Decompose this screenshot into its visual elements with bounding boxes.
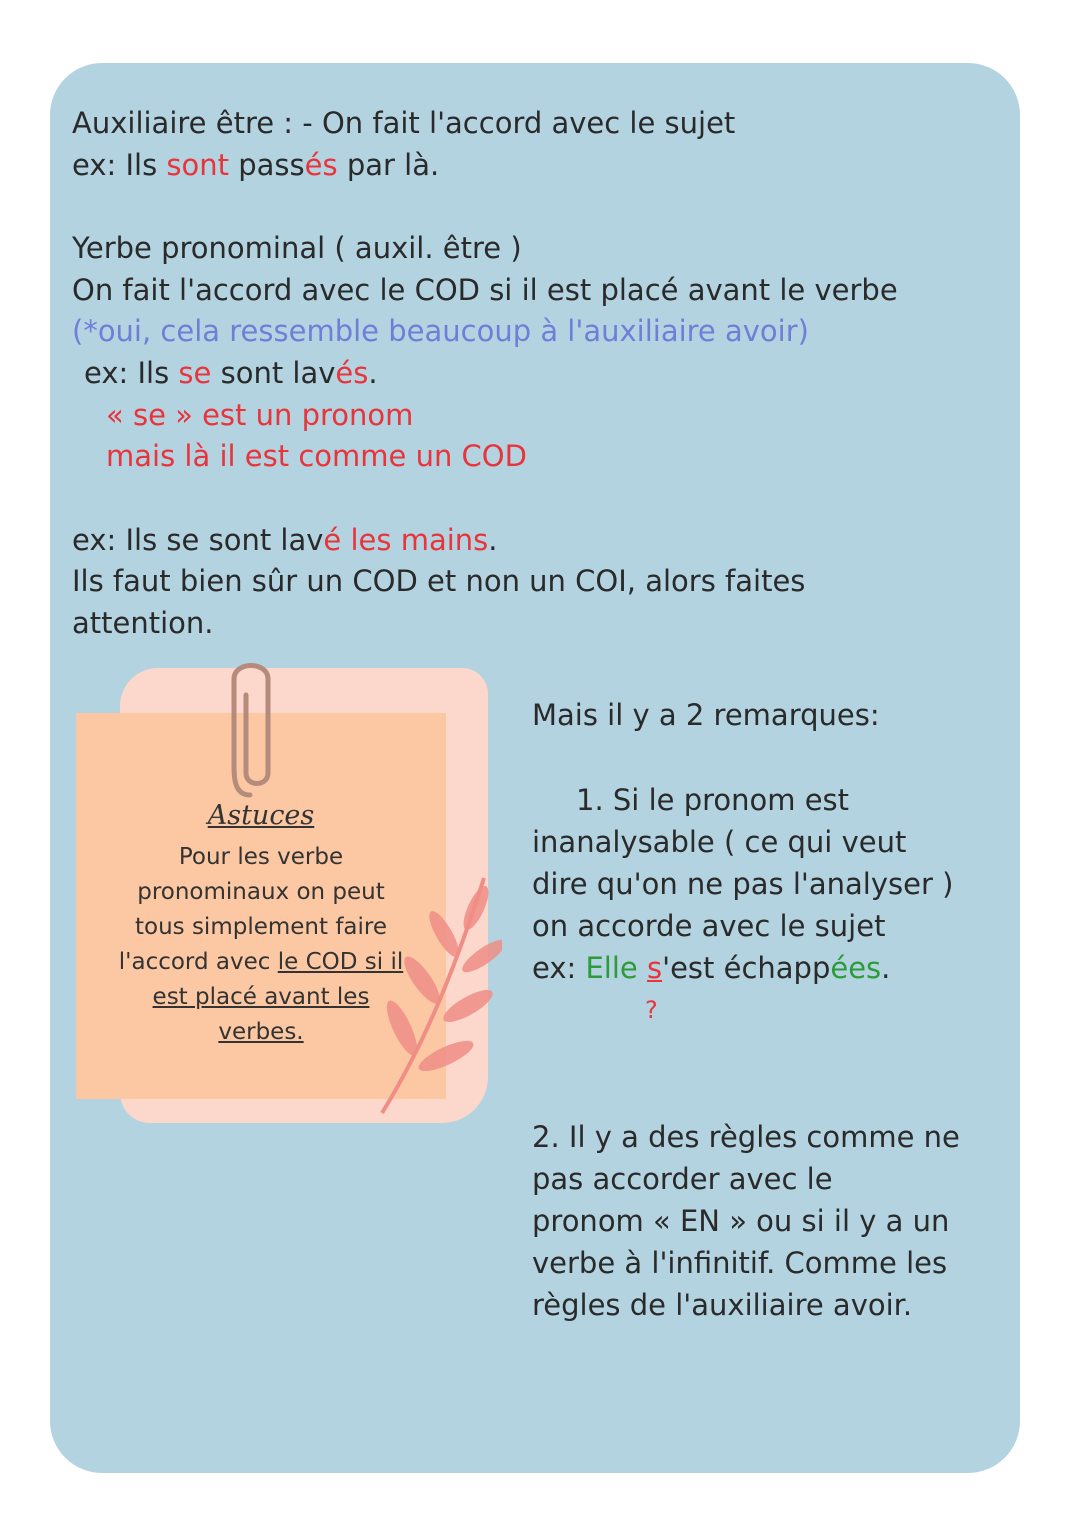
example-text: pass	[229, 148, 305, 182]
remarque-2: verbe à l'infinitif. Comme les	[532, 1246, 948, 1280]
example-pronoun: s	[646, 951, 663, 985]
example-text: .	[488, 523, 498, 557]
verbe-pronominal-rule: On fait l'accord avec le COD si il est placé avant le verbe	[72, 273, 898, 307]
pronoun-comment: mais là il est comme un COD	[106, 439, 527, 473]
example-text: ex:	[532, 951, 586, 985]
remarque-2: pronom « EN » ou si il y a un	[532, 1204, 950, 1238]
astuces-text	[76, 945, 446, 979]
example-ending: é	[323, 523, 342, 557]
paperclip-icon	[228, 655, 278, 805]
remarque-1: 1. Si le pronom est	[576, 783, 850, 817]
example-text: .	[368, 356, 378, 390]
example-agreement-ending: és	[304, 148, 338, 182]
astuces-text: Pour les verbe	[178, 844, 344, 870]
remarque-2: règles de l'auxiliaire avoir.	[532, 1288, 913, 1322]
remarque-2: pas accorder avec le	[532, 1162, 833, 1196]
astuces-title: Astuces	[207, 800, 315, 831]
example-text	[638, 951, 647, 985]
astuces-text-underlined: est placé avant les	[152, 984, 370, 1010]
example-subject: Elle	[585, 951, 638, 985]
example-agreement-ending: ées	[830, 951, 882, 985]
inanalysable-question-mark: ?	[645, 996, 658, 1024]
remarque-1: dire qu'on ne pas l'analyser )	[532, 867, 954, 901]
example-text: ex: Ils	[84, 356, 179, 390]
cod-example	[72, 520, 497, 560]
astuces-text-underlined: le COD si il	[277, 949, 404, 975]
cod-warning: Ils faut bien sûr un COD et non un COI, alors faites	[72, 564, 806, 598]
remarque-1-example	[532, 948, 890, 988]
example-object: les mains	[350, 523, 489, 557]
example-auxiliary: sont	[166, 148, 230, 182]
remarque-2: 2. Il y a des règles comme ne	[532, 1120, 960, 1154]
example-pronoun: se	[178, 356, 212, 390]
cod-warning: attention.	[72, 606, 214, 640]
example-agreement-ending: és	[335, 356, 369, 390]
auxiliaire-etre-rule: Auxiliaire être : - On fait l'accord avec le sujet	[72, 106, 736, 140]
remarque-1: on accorde avec le sujet	[532, 909, 886, 943]
verbe-pronominal-heading: Yerbe pronominal ( auxil. être )	[72, 231, 522, 265]
example-text: par là.	[337, 148, 440, 182]
astuces-text: pronominaux on peut	[137, 879, 385, 905]
astuces-text-underlined: verbes.	[218, 1019, 304, 1045]
auxiliaire-etre-example	[72, 145, 439, 185]
example-text: sont lav	[211, 356, 336, 390]
astuces-text-plain: l'accord avec	[118, 949, 278, 975]
astuces-text: tous simplement faire	[134, 914, 388, 940]
verbe-pronominal-note: (*oui, cela ressemble beaucoup à l'auxiliaire avoir)	[72, 314, 809, 348]
remarque-1: inanalysable ( ce qui veut	[532, 825, 907, 859]
verbe-pronominal-example	[84, 353, 378, 393]
remarques-intro: Mais il y a 2 remarques:	[532, 698, 880, 732]
example-text: .	[881, 951, 891, 985]
example-text: ex: Ils	[72, 148, 167, 182]
example-text: ex: Ils se sont lav	[72, 523, 324, 557]
example-text: 'est échapp	[662, 951, 831, 985]
pronoun-comment: « se » est un pronom	[106, 398, 414, 432]
